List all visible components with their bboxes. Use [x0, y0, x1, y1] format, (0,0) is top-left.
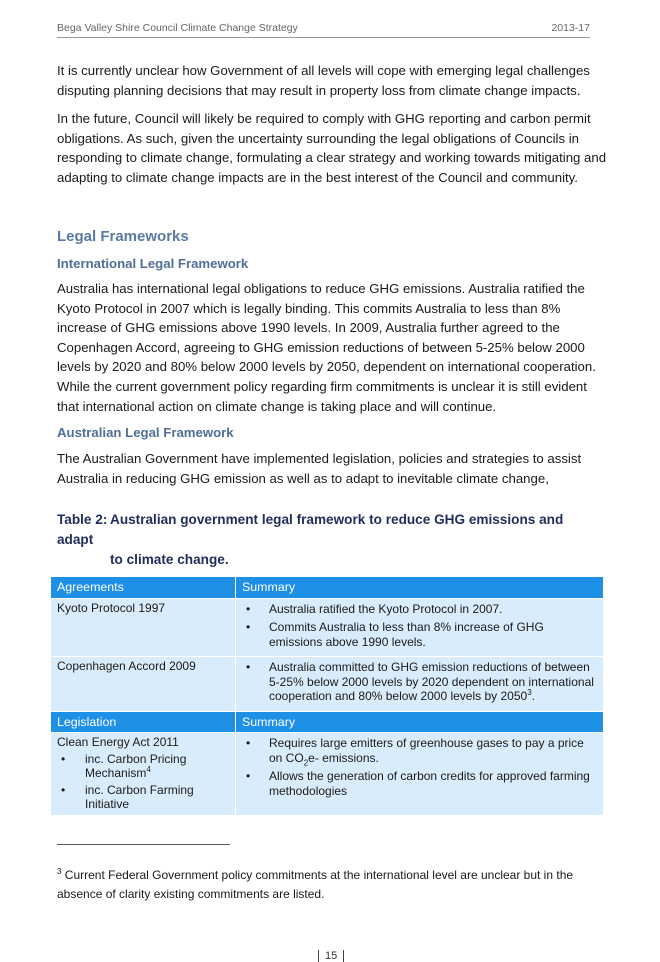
footnote-ref-3[interactable]: 3 — [527, 688, 532, 697]
column-header-agreements: Agreements — [51, 577, 236, 599]
footnote-number: 3 — [57, 867, 62, 876]
list-item — [57, 752, 229, 781]
row-kyoto-summary — [236, 598, 604, 657]
table-row — [51, 733, 604, 816]
page-number: 15 — [318, 950, 344, 962]
paragraph-australian: The Australian Government have implemented legislation, policies and strategies to assist Australia in reducing GHG emission as well as to adapt to inevitable climate change, — [57, 451, 582, 486]
subscript-2: 2 — [303, 757, 309, 767]
list-item-end: . — [531, 689, 535, 703]
table-row — [51, 598, 604, 657]
footnote-3 — [57, 866, 597, 904]
heading-legal-frameworks: Legal Frameworks — [57, 228, 189, 245]
list-item: • Allows the generation of carbon credits for approved farming methodologies — [242, 769, 597, 798]
list-item-text: inc. Carbon Pricing Mechanism — [85, 751, 187, 780]
paragraph-future-obligations: In the future, Council will likely be required to comply with GHG reporting and carbon permit obligations. As such, given the uncertainty surrounding the legal obligations of Councils in responding to climate change, formulating a clear strategy and working towards mitigating and adapting to climate change impacts are in the best interest of the Council and community. — [57, 111, 607, 185]
table-header-row — [51, 577, 604, 599]
list-item — [242, 736, 597, 765]
table-caption-line2: to climate change. — [110, 552, 229, 567]
list-item-text: Australia committed to GHG emission reductions of between 5-25% below 2000 levels by 2020 dependent on international cooperation and 80% below 2000 levels by 2050 — [269, 660, 594, 703]
row-kyoto-name: Kyoto Protocol 1997 — [51, 598, 236, 657]
column-header-summary-2: Summary — [236, 711, 604, 733]
table-caption-number: Table 2: — [57, 512, 108, 527]
paragraph-international: Australia has international legal obligations to reduce GHG emissions. Australia ratified the Kyoto Protocol in 2007 which is legally binding. This commits Australia to less than 8% increase of GHG emissions above 1990 levels. In 2009, Australia further agreed to the Copenhagen Accord, agreeing to GHG emission reductions of between 5-25% below 2000 levels by 2020 and 80% below 2000 levels by 2050, dependent on international cooperation. While the current government policy regarding firm commitments is unclear it is still evident that international action on climate change is taking place and will continue. — [57, 281, 596, 414]
heading-australian-framework: Australian Legal Framework — [57, 425, 234, 440]
column-header-summary: Summary — [236, 577, 604, 599]
row-clean-energy-summary — [236, 733, 604, 816]
row-clean-energy-title: Clean Energy Act 2011 — [57, 735, 179, 749]
list-item: • Commits Australia to less than 8% increase of GHG emissions above 1990 levels. — [242, 620, 597, 649]
table-row — [51, 657, 604, 712]
list-item: • inc. Carbon Farming Initiative — [57, 783, 229, 812]
list-item — [242, 660, 597, 704]
document-years: 2013-17 — [551, 22, 590, 34]
document-title: Bega Valley Shire Council Climate Change Strategy — [57, 22, 298, 34]
list-item-text-end: e- emissions. — [308, 750, 379, 765]
heading-international-framework: International Legal Framework — [57, 256, 249, 271]
footnote-ref-4[interactable]: 4 — [146, 765, 151, 774]
footnote-text: Current Federal Government policy commitments at the international level are unclear but in the absence of clarity existing commitments are listed. — [57, 868, 574, 901]
list-item-text: Requires large emitters of greenhouse gases to pay a price on CO — [269, 736, 584, 765]
row-copenhagen-name: Copenhagen Accord 2009 — [51, 657, 236, 712]
row-copenhagen-summary — [236, 657, 604, 712]
table-header-row — [51, 711, 604, 733]
row-clean-energy-name — [51, 733, 236, 816]
table-caption-line1: Australian government legal framework to reduce GHG emissions and adapt — [57, 512, 564, 547]
column-header-legislation: Legislation — [51, 711, 236, 733]
footnote-separator — [57, 844, 230, 845]
page-header — [57, 22, 590, 38]
table-caption — [57, 510, 602, 570]
legal-framework-table — [50, 576, 604, 816]
list-item: • Australia ratified the Kyoto Protocol in 2007. — [242, 602, 597, 617]
paragraph-legal-challenges: It is currently unclear how Government of all levels will cope with emerging legal challenges disputing planning decisions that may result in property loss from climate change impacts. — [57, 63, 590, 98]
